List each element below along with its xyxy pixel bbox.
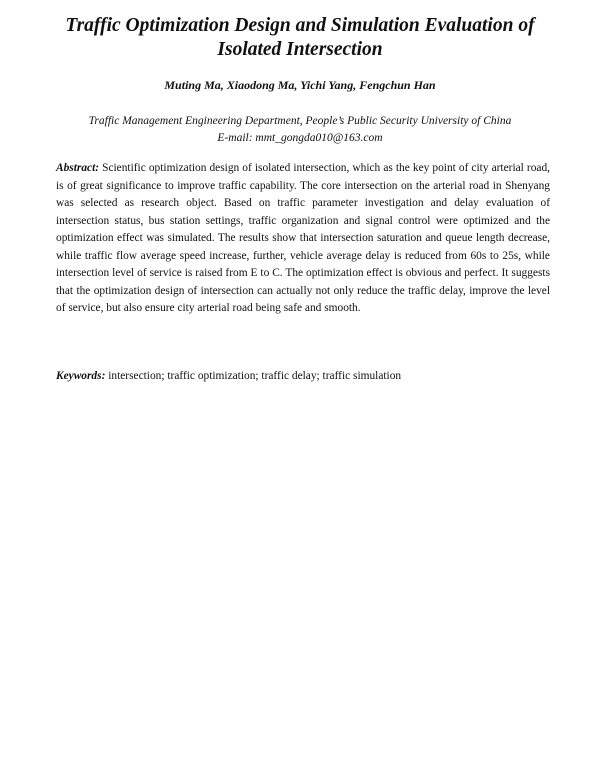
abstract-section — [56, 160, 550, 318]
keywords-section — [56, 368, 550, 385]
author-list: Muting Ma, Xiaodong Ma, Yichi Yang, Fengchun Han — [164, 78, 436, 92]
keywords-text: intersection; traffic optimization; traffic delay; traffic simulation — [108, 370, 402, 382]
keywords-label: Keywords: — [56, 370, 106, 382]
abstract-label: Abstract: — [56, 162, 100, 174]
abstract-text: Scientific optimization design of isolated intersection, which as the key point of city arterial road, is of great significance to improve traffic capability. The core intersection on the arterial road in Shenyang was selected as research object. Based on traffic parameter investigation and delay evaluation of intersection status, bus station settings, traffic organization and signal control were optimized and the optimization effect was simulated. The results show that intersection saturation and queue length decrease, while traffic flow average speed increase, further, vehicle average delay is reduced from 60s to 25s, while intersection level of service is raised from E to C. The optimization effect is obvious and perfect. It suggests that the optimization design of intersection can actually not only reduce the traffic delay, improve the level of service, but also ensure city arterial road being safe and smooth. — [56, 162, 550, 314]
contact-email: E-mail: mmt_gongda010@163.com — [217, 132, 383, 144]
paper-title: Traffic Optimization Design and Simulation Evaluation of Isolated Intersection — [65, 15, 535, 60]
author-affiliation: Traffic Management Engineering Department, People’s Public Security University of China — [88, 115, 512, 127]
